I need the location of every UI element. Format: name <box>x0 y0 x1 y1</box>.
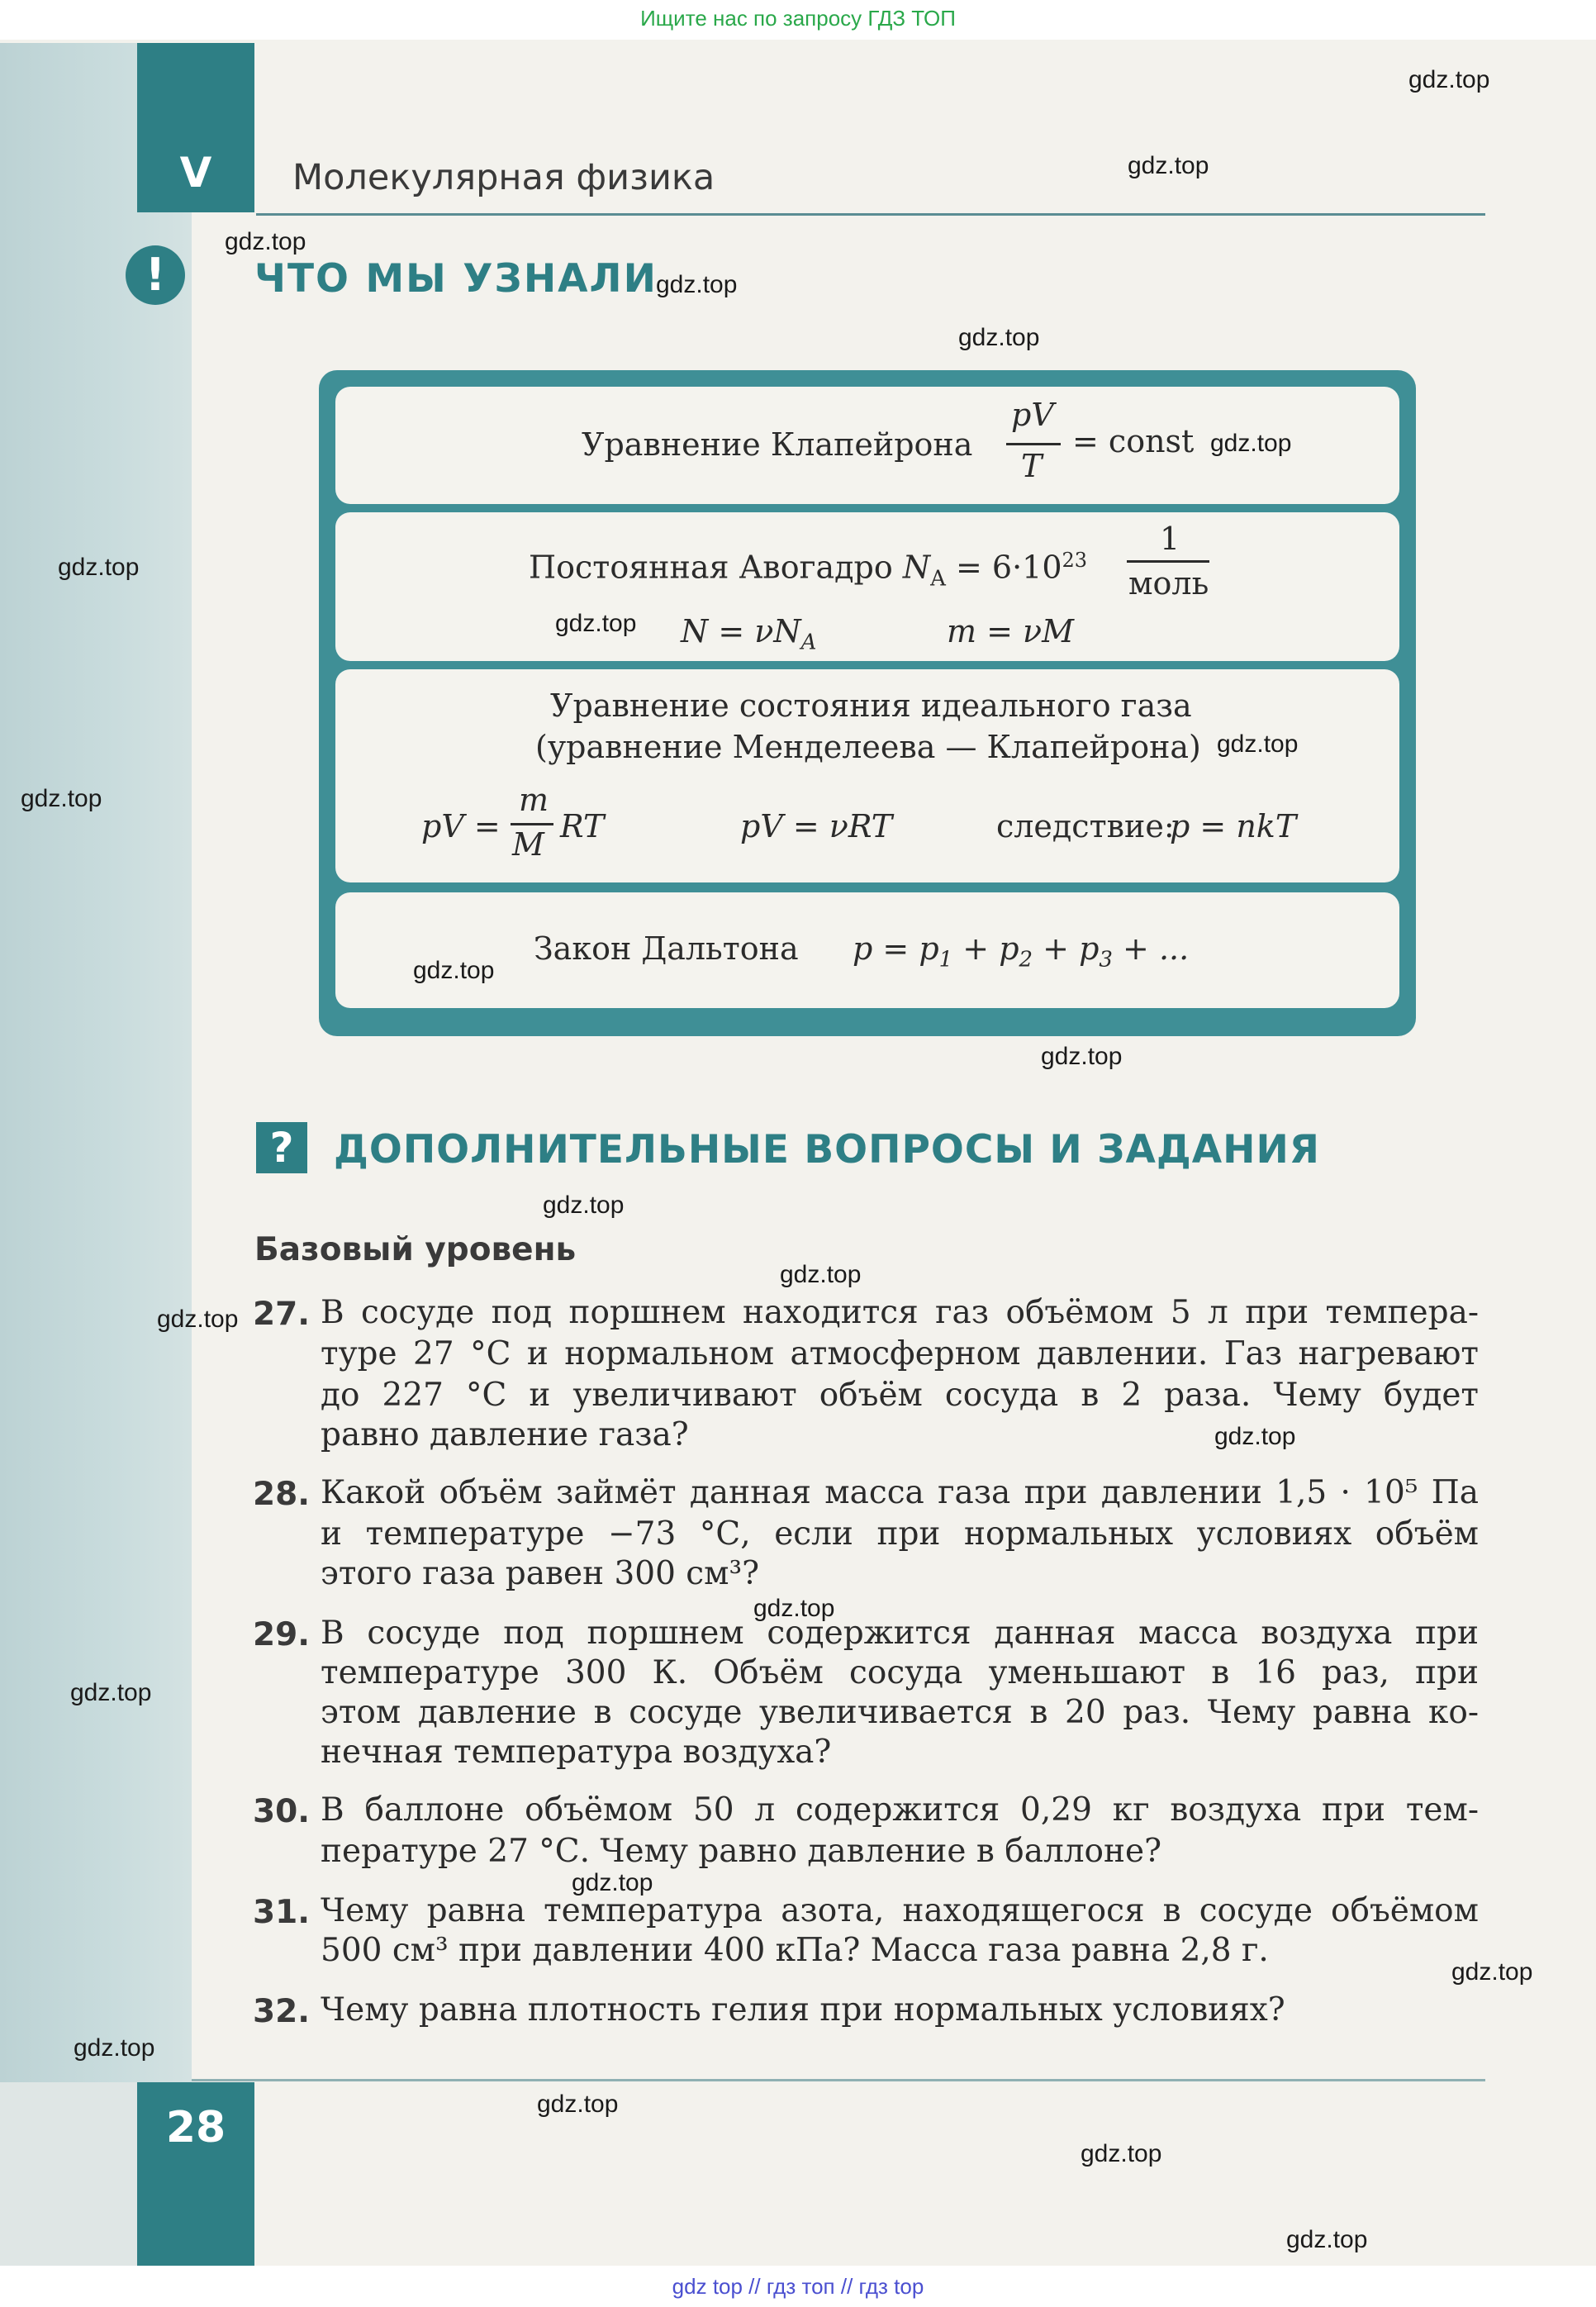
watermark: gdz.top <box>1217 730 1299 758</box>
task-31-line: Чему равна температура азота, находящегося в сосуде объёмом <box>321 1892 1479 1929</box>
watermark: gdz.top <box>70 1679 152 1706</box>
mendeleev-formula-left: pV = <box>421 808 501 844</box>
task-27-line: до 227 °С и увеличивают объём сосуда в 2 раза. Чему будет <box>321 1377 1479 1414</box>
watermark: gdz.top <box>572 1869 653 1896</box>
task-number: 32. <box>253 1993 311 2030</box>
question-icon: ? <box>256 1122 307 1173</box>
task-30-line: В баллоне объёмом 50 л содержится 0,29 кг воздуха при тем- <box>321 1791 1479 1829</box>
watermark: gdz.top <box>780 1261 862 1288</box>
dalton-box <box>335 892 1399 1008</box>
ideal-gas-box <box>335 669 1399 882</box>
task-28-line: Какой объём займёт данная масса газа при давлении 1,5 · 10⁵ Па <box>321 1474 1479 1511</box>
clapeyron-rhs: = const <box>1072 423 1195 459</box>
dalton-label: Закон Дальтона <box>534 930 799 967</box>
watermark: gdz.top <box>413 957 495 984</box>
watermark: gdz.top <box>1128 152 1209 179</box>
watermark: gdz.top <box>1081 2140 1162 2167</box>
clapeyron-label: Уравнение Клапейрона <box>582 426 973 463</box>
header-divider <box>256 213 1485 216</box>
page-number: 28 <box>165 2103 226 2152</box>
watermark: gdz.top <box>21 785 102 812</box>
task-27-line: В сосуде под поршнем находится газ объёмом 5 л при темпера- <box>321 1294 1479 1331</box>
mendeleev-numerator: m <box>519 782 549 818</box>
watermark: gdz.top <box>1451 1958 1533 1986</box>
task-31-line: 500 см³ при давлении 400 кПа? Масса газа равна 2,8 г. <box>321 1932 1269 1969</box>
watermark: gdz.top <box>1041 1043 1123 1070</box>
level-title: Базовый уровень <box>254 1231 577 1268</box>
avogadro-relation-mass: m = νM <box>947 613 1075 649</box>
task-number: 31. <box>253 1894 311 1931</box>
avogadro-relation-sub: A <box>800 630 817 655</box>
chapter-title: Молекулярная физика <box>292 157 715 198</box>
task-32-line: Чему равна плотность гелия при нормальных условиях? <box>321 1991 1285 2029</box>
consequence-formula: p = nkT <box>1170 808 1297 844</box>
task-29-line: температуре 300 К. Объём сосуда уменьшают в 16 раз, при <box>321 1654 1479 1691</box>
task-number: 29. <box>253 1616 311 1653</box>
mendeleev-formula-right: RT <box>560 808 605 844</box>
avogadro-relation-left: N = νN <box>681 613 801 649</box>
task-29-line: В сосуде под поршнем содержится данная масса воздуха при <box>321 1615 1479 1652</box>
task-27-line: туре 27 °С и нормальном атмосферном давлении. Газ нагревают <box>321 1335 1479 1372</box>
mendeleev-denominator: M <box>512 826 544 863</box>
dalton-term-2: + p <box>952 930 1019 967</box>
chapter-number: V <box>179 149 212 197</box>
clapeyron-denominator: T <box>1021 448 1043 484</box>
dalton-sub-1: 1 <box>938 947 953 973</box>
watermark: gdz.top <box>74 2034 155 2062</box>
watermark: gdz.top <box>157 1306 239 1333</box>
watermark: gdz.top <box>958 324 1040 351</box>
avogadro-exponent: 23 <box>1062 549 1088 572</box>
watermark: gdz.top <box>225 228 306 255</box>
exclamation-icon: ! <box>126 245 185 305</box>
dalton-term-3: + p <box>1033 930 1100 967</box>
extra-section-title: ДОПОЛНИТЕЛЬНЫЕ ВОПРОСЫ И ЗАДАНИЯ <box>334 1127 1320 1173</box>
left-sidebar <box>0 43 192 2266</box>
watermark: gdz.top <box>753 1595 835 1622</box>
mendeleev-moles-formula: pV = νRT <box>740 808 893 844</box>
avogadro-label-text: Постоянная Авогадро <box>529 549 893 586</box>
task-29-line: этом давление в сосуде увеличивается в 20 раз. Чему равна ко- <box>321 1694 1479 1731</box>
dalton-sub-3: 3 <box>1099 947 1113 973</box>
avogadro-unit-numerator: 1 <box>1160 521 1180 557</box>
watermark: gdz.top <box>1408 66 1490 93</box>
ideal-gas-title-line1: Уравнение состояния идеального газа <box>550 687 1192 724</box>
task-30-line: пературе 27 °С. Чему равно давление в баллоне? <box>321 1833 1161 1870</box>
avogadro-relation-particles <box>681 613 816 655</box>
clapeyron-fraction-line <box>1006 443 1061 445</box>
footer-divider <box>192 2079 1485 2081</box>
watermark: gdz.top <box>1286 2226 1368 2253</box>
watermark: gdz.top <box>555 610 637 637</box>
avogadro-symbol: N <box>902 549 931 586</box>
avogadro-box <box>335 512 1399 661</box>
bottom-banner: gdz top // гдз топ // гдз top <box>0 2266 1596 2307</box>
avogadro-symbol-sub: A <box>930 566 946 592</box>
avogadro-value: = 6·10 <box>955 549 1062 586</box>
watermark: gdz.top <box>543 1192 625 1219</box>
watermark: gdz.top <box>537 2091 619 2118</box>
dalton-tail: + ... <box>1112 930 1190 967</box>
task-29-line: нечная температура воздуха? <box>321 1734 832 1771</box>
task-27-line: равно давление газа? <box>321 1416 689 1453</box>
dalton-sub-2: 2 <box>1019 947 1033 973</box>
formula-panel <box>319 370 1416 1036</box>
watermark: gdz.top <box>58 554 140 581</box>
learned-section-title: ЧТО МЫ УЗНАЛИ <box>254 256 658 302</box>
watermark: gdz.top <box>1214 1423 1296 1450</box>
avogadro-label <box>529 549 1087 591</box>
consequence-label: следствие: <box>996 808 1175 844</box>
task-number: 30. <box>253 1793 311 1830</box>
mendeleev-fraction-line <box>511 823 553 825</box>
avogadro-unit-denominator: моль <box>1128 565 1209 602</box>
clapeyron-numerator: pV <box>1011 397 1054 433</box>
top-banner: Ищите нас по запросу ГДЗ ТОП <box>0 0 1596 40</box>
task-28-line: этого газа равен 300 см³? <box>321 1555 760 1592</box>
task-28-line: и температуре −73 °С, если при нормальных условиях объём <box>321 1515 1479 1553</box>
task-number: 27. <box>253 1296 311 1333</box>
dalton-formula <box>853 930 1189 973</box>
watermark: gdz.top <box>656 271 738 298</box>
dalton-formula-p: p = p <box>853 930 939 967</box>
task-number: 28. <box>253 1476 311 1513</box>
ideal-gas-title-line2: (уравнение Менделеева — Клапейрона) <box>535 729 1201 765</box>
watermark: gdz.top <box>1210 430 1292 457</box>
avogadro-unit-line <box>1127 560 1209 563</box>
